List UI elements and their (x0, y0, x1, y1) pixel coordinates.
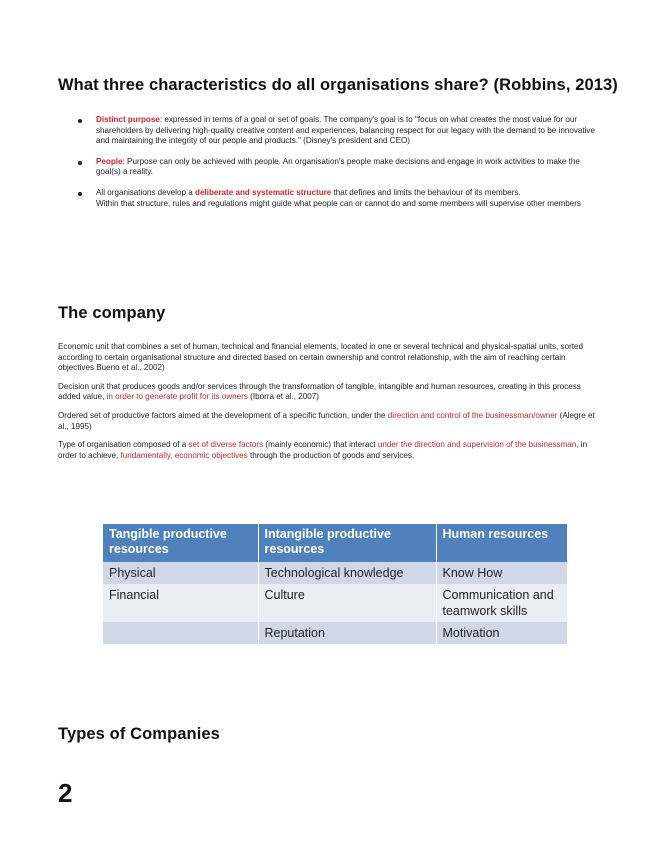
list-item (58, 157, 603, 178)
table-row (103, 584, 567, 622)
table-row (103, 622, 567, 644)
bullet-icon (78, 161, 82, 165)
table-header-tangible: Tangible productive resources (103, 524, 258, 562)
bullet-icon (78, 119, 82, 123)
table-cell: Know How (436, 562, 567, 584)
table-cell: Physical (103, 562, 258, 584)
section-heading-types: Types of Companies (58, 725, 220, 743)
list-item-text: All organisations develop a (96, 187, 195, 197)
paragraph-text: (Iborra et al., 2007) (247, 392, 319, 402)
table-cell: Communication and teamwork skills (436, 584, 567, 622)
highlight-term: People (96, 156, 123, 166)
paragraph (58, 382, 603, 403)
paragraph-text: through the production of goods and services. (247, 450, 415, 460)
characteristics-list (58, 115, 603, 219)
list-item (58, 115, 603, 147)
company-definitions (58, 342, 603, 469)
highlight-term: Distinct purpose (96, 115, 160, 124)
paragraph-text: , in order to achieve, (58, 440, 588, 460)
bullet-icon (78, 192, 82, 196)
table-row (103, 562, 567, 584)
paragraph-text: (mainly economic) that interact (263, 440, 378, 450)
highlight-text: under the direction and supervision of the businessman (377, 440, 577, 450)
paragraph (58, 411, 603, 432)
paragraph-text: Decision unit that produces goods and/or services through the transformation of tangible, intangible and human resources, creating in this process added value, (58, 381, 581, 402)
list-item-text: Within that structure, rules and regulations might guide what people can or cannot do and some members will supervise other members (96, 198, 581, 208)
highlight-term: deliberate and systematic structure (195, 187, 332, 197)
paragraph-text: Ordered set of productive factors aimed at the development of a specific function, under the (58, 410, 388, 420)
list-item-text: that defines and limits the behaviour of its members. (331, 187, 521, 197)
table-cell (103, 622, 258, 644)
highlight-text: direction and control of the businessman/owner (387, 410, 558, 420)
highlight-text: set of diverse factors (188, 440, 264, 450)
paragraph (58, 440, 603, 461)
section-heading-company: The company (58, 304, 166, 322)
paragraph-text: Economic unit that combines a set of human, technical and financial elements, located in one or several technical and physical-spatial units, sorted according to certain organisational structure and directed based on certain ownership and control relationship, with the aim of reaching certain objectives Bueno et al., 2002) (58, 342, 584, 373)
table-header-human: Human resources (436, 524, 567, 562)
table-header-row (103, 524, 567, 562)
highlight-text: in order to generate profit for its owners (106, 392, 248, 402)
section-heading-characteristics: What three characteristics do all organisations share? (Robbins, 2013) (58, 76, 618, 94)
paragraph-text: (Alegre et al., 1995) (58, 410, 595, 431)
highlight-text: fundamentally, economic objectives (120, 450, 248, 460)
paragraph-text: Type of organisation composed of a (58, 440, 189, 450)
page-number: 2 (58, 778, 73, 808)
list-item-text: : Purpose can only be achieved with people. An organisation's people make decisions and engage in work activities to make the goal(s) a reality. (96, 156, 580, 177)
list-item (58, 188, 603, 209)
table-cell: Reputation (258, 622, 436, 644)
table-cell: Technological knowledge (258, 562, 436, 584)
table-cell: Culture (258, 584, 436, 622)
table-header-intangible: Intangible productive resources (258, 524, 436, 562)
resources-table (103, 524, 567, 644)
paragraph (58, 342, 603, 374)
list-item-text: : expressed in terms of a goal or set of goals. The company's goal is to "focus on what creates the most value for our shareholders by delivering high-quality creative content and experiences, balancing respect for our legacy with the demand to be innovative and maintaining the integrity of our people and products." (Disney's president and CEO) (96, 115, 595, 146)
table-cell: Motivation (436, 622, 567, 644)
table-cell: Financial (103, 584, 258, 622)
